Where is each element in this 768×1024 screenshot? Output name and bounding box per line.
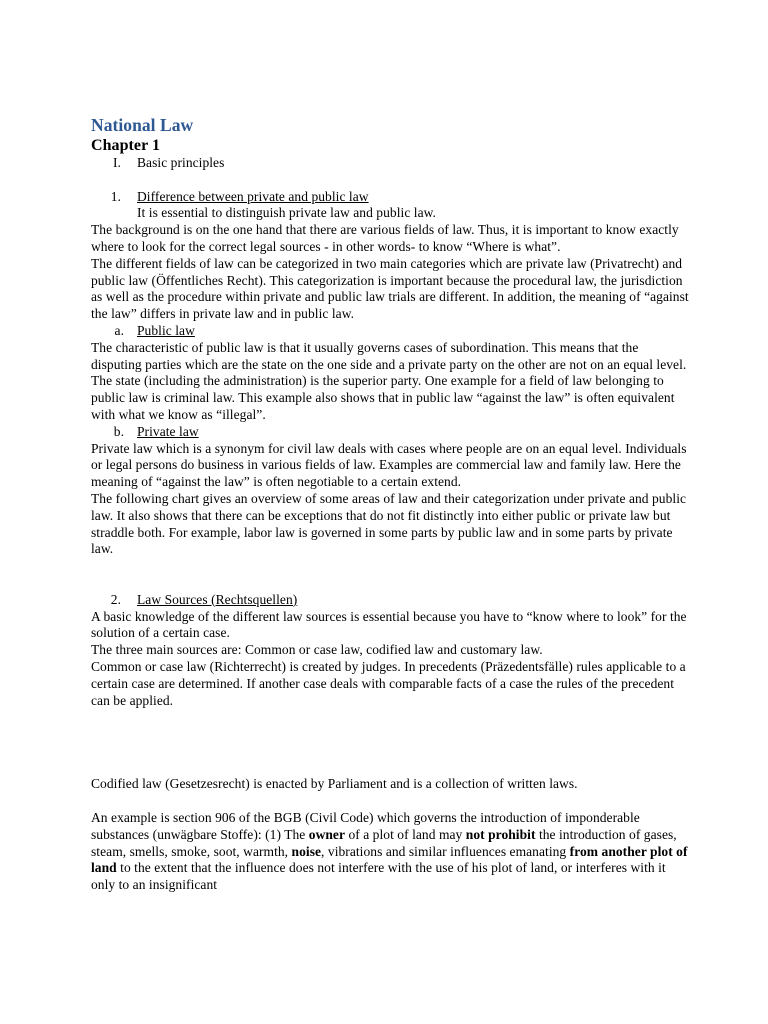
intro-paragraph: It is essential to distinguish private law and public law. [137, 205, 436, 221]
document-body [91, 114, 691, 894]
subheading-label: Private law [137, 423, 199, 439]
example-text: of a plot of land may [345, 826, 466, 842]
section-label: Basic principles [137, 155, 225, 170]
section-label: Difference between private and public law [137, 188, 369, 204]
chapter-heading: Chapter 1 [91, 137, 161, 154]
spacer [91, 575, 691, 592]
example-text: An example is section 906 of the BGB (Civil Code) which governs the introduction of imponderable substances (unwägbare Stoffe): (1) The [91, 810, 640, 842]
example-bold: owner [308, 826, 346, 842]
document-title: National Law [91, 115, 194, 135]
subheading-label: Public law [137, 322, 195, 338]
example-bold: noise [291, 843, 322, 859]
spacer [91, 709, 691, 726]
section-label: Law Sources (Rechtsquellen) [137, 591, 298, 607]
example-bold: not prohibit [465, 826, 536, 842]
section-heading-basic-principles [91, 155, 691, 172]
spacer [91, 726, 691, 743]
paragraph-codified-law: Codified law (Gesetzesrecht) is enacted by Parliament and is a collection of written laws. [91, 776, 578, 792]
paragraph-chart-overview: The following chart gives an overview of some areas of law and their categorization under private and public law. It also shows that there can be exceptions that do not fit distinctly into either public or private law but straddle both. For example, labor law is governed in some parts by public law and in some parts by private law. [91, 490, 687, 557]
paragraph-three-sources: The three main sources are: Common or case law, codified law and customary law. [91, 642, 543, 658]
list-marker: I. [113, 155, 121, 170]
list-marker: 1. [110, 188, 121, 204]
paragraph-public-law: The characteristic of public law is that it usually governs cases of subordination. This means that the disputing parties which are the state on the one side and a private party on the other are not on an equal level. The state (including the administration) is the superior party. One example for a field of law belonging to public law is criminal law. This example also shows that in public law “against the law” is often equivalent with what we know as “illegal”. [91, 339, 687, 422]
paragraph-background: The background is on the one hand that there are various fields of law. Thus, it is important to know exactly where to look for the correct legal sources - in other words- to know “Where is what”. [91, 222, 679, 254]
section-heading-private-public [91, 189, 691, 206]
paragraph-private-law: Private law which is a synonym for civil law deals with cases where people are on an equal level. Individuals or legal persons do business in various fields of law. Examples are commercial law and family law. Here the meaning of “against the law” is often negotiable to a certain extend. [91, 440, 687, 490]
example-text: , vibrations and similar influences emanating [321, 843, 570, 859]
example-bold: from another plot of land [91, 843, 688, 876]
list-marker: 2. [110, 591, 121, 607]
spacer [91, 760, 691, 777]
list-marker: b. [113, 423, 124, 439]
spacer [91, 793, 691, 810]
paragraph-common-law: Common or case law (Richterrecht) is created by judges. In precedents (Präzedentsfälle) rules applicable to a certain case are determined. If another case deals with comparable facts of a case the rules of the precedent can be applied. [91, 658, 686, 708]
subheading-private-law [91, 424, 691, 441]
list-marker: a. [114, 322, 124, 338]
spacer [91, 558, 691, 575]
paragraph-fields: The different fields of law can be categorized in two main categories which are private law (Privatrecht) and public law (Öffentliches Recht). This categorization is important because the procedural law, the jurisdiction as well as the procedure within private and public law trials are different. In addition, the meaning of “against the law” differs in private law and in public law. [91, 255, 689, 322]
spacer [91, 743, 691, 760]
section-heading-law-sources [91, 592, 691, 609]
subheading-public-law [91, 323, 691, 340]
example-text: the introduction of gases, steam, smells, smoke, soot, warmth, [91, 826, 677, 859]
spacer [91, 172, 691, 189]
example-text: to the extent that the influence does not interfere with the use of his plot of land, or interferes with it only to an insignificant [91, 860, 666, 893]
paragraph-law-sources: A basic knowledge of the different law sources is essential because you have to “know where to look” for the solution of a certain case. [91, 608, 687, 641]
paragraph-bgb-example [91, 810, 691, 894]
